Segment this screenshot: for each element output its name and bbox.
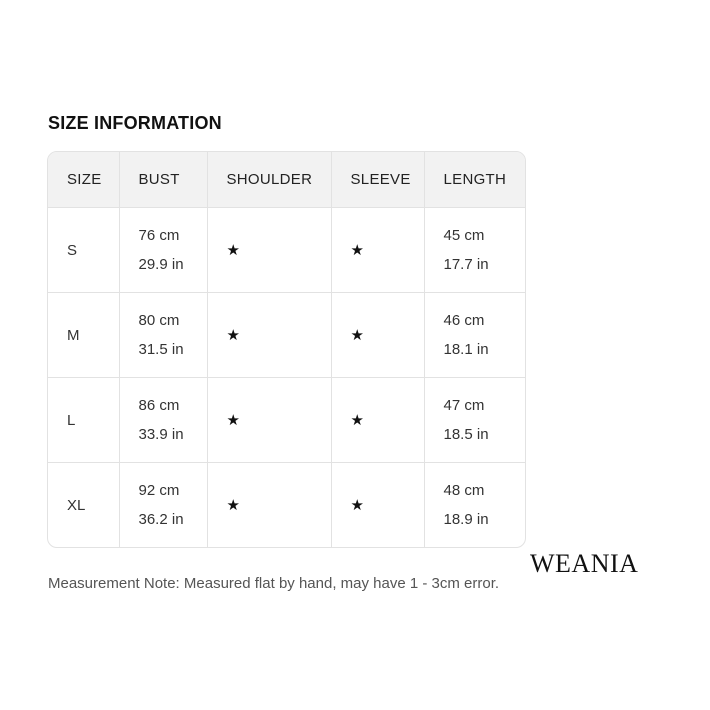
page-title: SIZE INFORMATION: [48, 113, 222, 133]
length-in: 17.7 in: [443, 256, 489, 273]
table-row: [48, 463, 525, 548]
header-bust: BUST: [119, 152, 207, 208]
table-row: [48, 378, 525, 463]
length-cm: 48 cm: [443, 482, 485, 499]
bust-in: 31.5 in: [138, 341, 184, 358]
star-icon: ★: [350, 412, 364, 429]
star-icon: ★: [226, 497, 240, 514]
bust-in: 29.9 in: [138, 256, 184, 273]
length-cm: 47 cm: [443, 397, 485, 414]
length-cm: 45 cm: [443, 227, 485, 244]
star-icon: ★: [350, 497, 364, 514]
star-icon: ★: [226, 412, 240, 429]
header-sleeve: SLEEVE: [331, 152, 424, 208]
header-size: SIZE: [48, 152, 119, 208]
length-cell: [424, 463, 525, 548]
bust-cm: 92 cm: [138, 482, 180, 499]
bust-cm: 76 cm: [138, 227, 180, 244]
bust-cell: [119, 463, 207, 548]
table-header-row: [48, 152, 525, 208]
size-table: [48, 152, 525, 547]
shoulder-cell: [207, 378, 331, 463]
bust-cell: [119, 208, 207, 293]
length-in: 18.1 in: [443, 341, 489, 358]
size-table-container: [47, 151, 526, 548]
size-cell: S: [48, 208, 119, 293]
star-icon: ★: [350, 327, 364, 344]
sleeve-cell: [331, 293, 424, 378]
bust-cell: [119, 293, 207, 378]
length-cm: 46 cm: [443, 312, 485, 329]
star-icon: ★: [350, 242, 364, 259]
header-shoulder: SHOULDER: [207, 152, 331, 208]
bust-in: 33.9 in: [138, 426, 184, 443]
length-in: 18.9 in: [443, 511, 489, 528]
table-row: [48, 293, 525, 378]
table-row: [48, 208, 525, 293]
shoulder-cell: [207, 463, 331, 548]
star-icon: ★: [226, 242, 240, 259]
shoulder-cell: [207, 208, 331, 293]
length-cell: [424, 208, 525, 293]
bust-in: 36.2 in: [138, 511, 184, 528]
bust-cell: [119, 378, 207, 463]
shoulder-cell: [207, 293, 331, 378]
length-in: 18.5 in: [443, 426, 489, 443]
size-cell: M: [48, 293, 119, 378]
star-icon: ★: [226, 327, 240, 344]
measurement-note: Measurement Note: Measured flat by hand, may have 1 - 3cm error.: [48, 575, 500, 592]
sleeve-cell: [331, 208, 424, 293]
length-cell: [424, 378, 525, 463]
size-cell: L: [48, 378, 119, 463]
sleeve-cell: [331, 463, 424, 548]
length-cell: [424, 293, 525, 378]
brand-logo: WEANIA: [530, 549, 639, 578]
header-length: LENGTH: [424, 152, 525, 208]
bust-cm: 86 cm: [138, 397, 180, 414]
bust-cm: 80 cm: [138, 312, 180, 329]
size-cell: XL: [48, 463, 119, 548]
sleeve-cell: [331, 378, 424, 463]
